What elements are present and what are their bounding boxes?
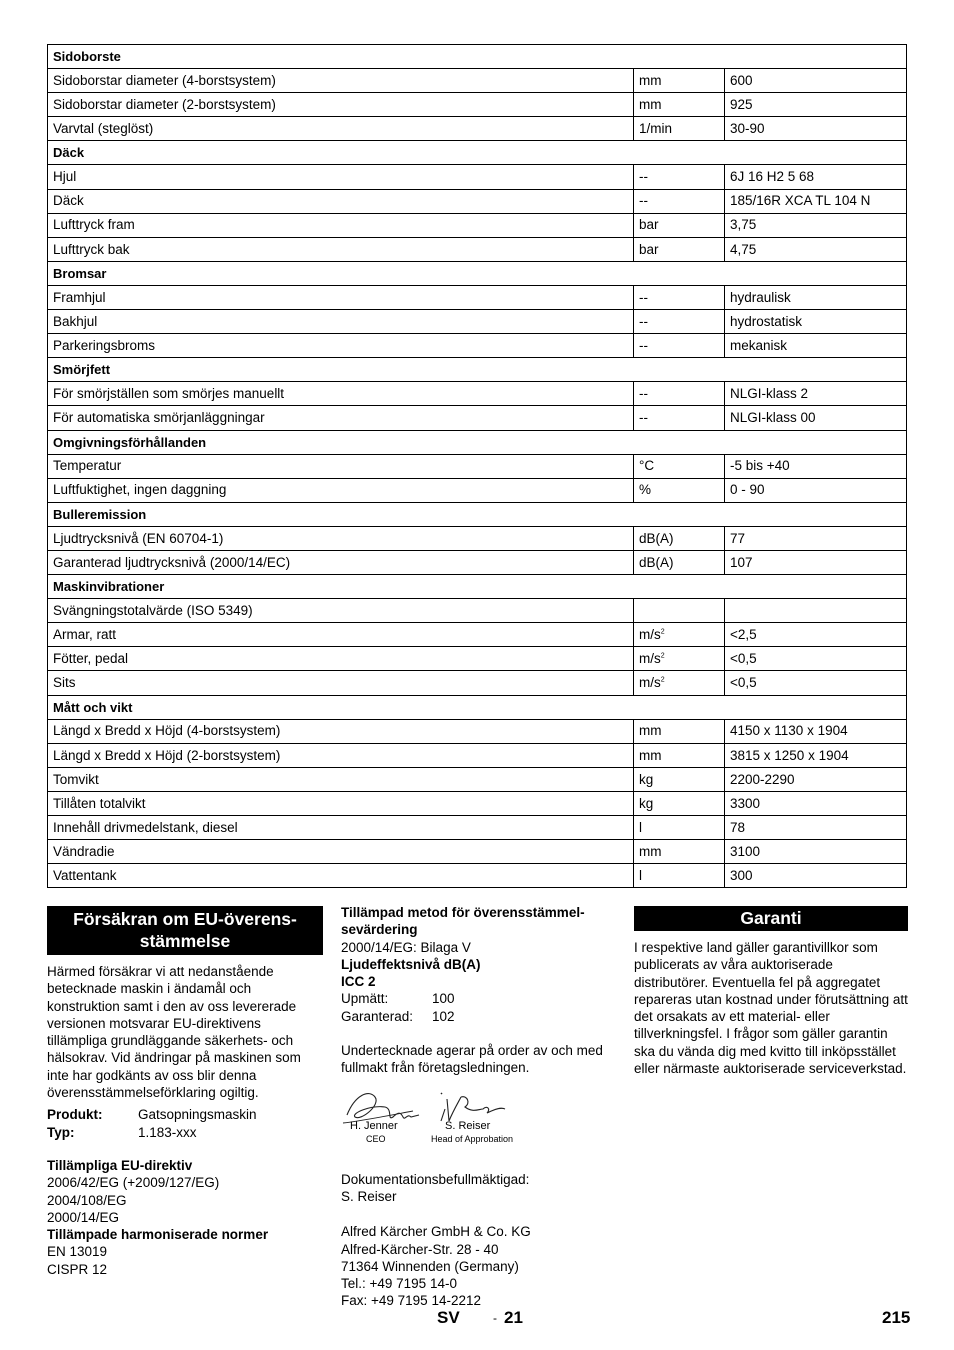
unit-cell: °C — [634, 454, 725, 478]
declaration-body: Härmed försäkrar vi att nedanstående betecknade maskin i ändamål och konstruktion samt i den av oss levererade versionen motsvarar EU-direktivens tillämpliga grundläggande säkerhets- och hälsokrav. Vid ändringar på maskinen som inte har godkänts av oss blir denna överensstämmelseförklaring ogiltig. — [47, 964, 301, 1101]
property-cell: Armar, ratt — [48, 623, 634, 647]
directive-item: 2006/42/EG (+2009/127/EG) — [47, 1175, 220, 1191]
value-cell: <0,5 — [725, 671, 907, 695]
footer-total-page-number: 215 — [882, 1308, 911, 1327]
property-cell: Varvtal (steglöst) — [48, 117, 634, 141]
section-title: Däck — [48, 141, 907, 165]
table-row — [48, 599, 907, 623]
unit-cell: -- — [634, 310, 725, 334]
declaration-column — [47, 904, 323, 1278]
table-row — [48, 285, 907, 309]
table-row — [48, 791, 907, 815]
value-cell: 3,75 — [725, 213, 907, 237]
product-row: Produkt: Gatsopningsmaskin — [47, 1107, 257, 1123]
unit-cell: mm — [634, 743, 725, 767]
warranty-body: I respektive land gäller garantivillkor som publicerats av våra auktoriserade distributörer. Eventuella fel på aggregatet repareras utan kostnad under förutsättning att det orsakats av ett material- eller tillverkningsfel. I frågor som gäller garantin ska du vända dig med kvitto till inköpsstället eller närmaste auktoriserade serviceverkstad. — [634, 940, 908, 1077]
value-cell: NLGI-klass 00 — [725, 406, 907, 430]
property-cell: Längd x Bredd x Höjd (4-borstsystem) — [48, 719, 634, 743]
section-title: Maskinvibrationer — [48, 575, 907, 599]
unit-cell: mm — [634, 93, 725, 117]
directives-heading: Tillämpliga EU-direktiv — [47, 1157, 193, 1173]
table-row — [48, 69, 907, 93]
value-cell: 30-90 — [725, 117, 907, 141]
table-row — [48, 334, 907, 358]
norm-item: EN 13019 — [47, 1244, 108, 1260]
value-cell: 107 — [725, 550, 907, 574]
signer2-title: Head of Approbation — [431, 1133, 514, 1144]
table-row — [48, 237, 907, 261]
section-header-row — [48, 430, 907, 454]
unit-cell: % — [634, 478, 725, 502]
section-title: Sidoborste — [48, 45, 907, 69]
unit-cell: -- — [634, 406, 725, 430]
value-cell: 78 — [725, 816, 907, 840]
method-value: 2000/14/EG: Bilaga V — [341, 939, 471, 955]
table-row — [48, 93, 907, 117]
unit-cell: dB(A) — [634, 550, 725, 574]
property-cell: Temperatur — [48, 454, 634, 478]
signer1-title: CEO — [366, 1133, 386, 1144]
property-cell: Vattentank — [48, 864, 634, 888]
table-row — [48, 767, 907, 791]
value-cell: hydrostatisk — [725, 310, 907, 334]
unit-cell: kg — [634, 767, 725, 791]
value-cell: 3300 — [725, 791, 907, 815]
doc-name: S. Reiser — [341, 1188, 397, 1204]
value-cell: 2200-2290 — [725, 767, 907, 791]
unit-cell: -- — [634, 334, 725, 358]
value-cell — [725, 599, 907, 623]
property-cell: Sidoborstar diameter (4-borstsystem) — [48, 69, 634, 93]
unit-cell: -- — [634, 382, 725, 406]
table-row — [48, 478, 907, 502]
property-cell: Tillåten totalvikt — [48, 791, 634, 815]
property-cell: Sits — [48, 671, 634, 695]
property-cell: Svängningstotalvärde (ISO 5349) — [48, 599, 634, 623]
icc-label: ICC 2 — [341, 974, 376, 990]
property-cell: Däck — [48, 189, 634, 213]
unit-cell: -- — [634, 189, 725, 213]
unit-cell: -- — [634, 285, 725, 309]
section-header-row — [48, 45, 907, 69]
section-header-row — [48, 502, 907, 526]
property-cell: Framhjul — [48, 285, 634, 309]
value-cell: mekanisk — [725, 334, 907, 358]
table-row — [48, 189, 907, 213]
value-cell: 0 - 90 — [725, 478, 907, 502]
value-cell: 3815 x 1250 x 1904 — [725, 743, 907, 767]
property-cell: Ljudtrycksnivå (EN 60704-1) — [48, 526, 634, 550]
method-heading: Tillämpad metod för överensstämmel- sevärdering — [341, 905, 585, 938]
value-cell: 600 — [725, 69, 907, 93]
unit-cell: mm — [634, 69, 725, 93]
value-cell: hydraulisk — [725, 285, 907, 309]
unit-cell: bar — [634, 213, 725, 237]
norm-item: CISPR 12 — [47, 1261, 108, 1277]
value-cell: 925 — [725, 93, 907, 117]
property-cell: Lufttryck fram — [48, 213, 634, 237]
table-row — [48, 454, 907, 478]
property-cell: Lufttryck bak — [48, 237, 634, 261]
warranty-column — [634, 904, 908, 1077]
value-cell: 4,75 — [725, 237, 907, 261]
table-row — [48, 816, 907, 840]
value-cell: 300 — [725, 864, 907, 888]
property-cell: Parkeringsbroms — [48, 334, 634, 358]
section-title: Omgivningsförhållanden — [48, 430, 907, 454]
property-cell: Vändradie — [48, 840, 634, 864]
property-cell: Innehåll drivmedelstank, diesel — [48, 816, 634, 840]
table-row — [48, 526, 907, 550]
method-column — [341, 904, 621, 1310]
unit-cell: $m/s^2$ — [634, 671, 725, 695]
property-cell: För automatiska smörjanläggningar — [48, 406, 634, 430]
table-row — [48, 406, 907, 430]
value-cell: <2,5 — [725, 623, 907, 647]
norms-heading: Tillämpade harmoniserade normer — [47, 1227, 269, 1243]
table-row — [48, 382, 907, 406]
table-row — [48, 864, 907, 888]
table-row — [48, 310, 907, 334]
footer-language: SV — [437, 1308, 460, 1327]
property-cell: Hjul — [48, 165, 634, 189]
value-cell: NLGI-klass 2 — [725, 382, 907, 406]
property-cell: Bakhjul — [48, 310, 634, 334]
table-row — [48, 117, 907, 141]
value-cell: 6J 16 H2 5 68 — [725, 165, 907, 189]
property-cell: Tomvikt — [48, 767, 634, 791]
value-cell: <0,5 — [725, 647, 907, 671]
type-row: Typ: 1.183-xxx — [47, 1124, 197, 1140]
value-cell: 3100 — [725, 840, 907, 864]
sound-heading: Ljudeffektsnivå dB(A) — [341, 956, 481, 972]
table-row — [48, 743, 907, 767]
value-cell: 77 — [725, 526, 907, 550]
directive-item: 2004/108/EG — [47, 1192, 127, 1208]
property-cell: Längd x Bredd x Höjd (2-borstsystem) — [48, 743, 634, 767]
unit-cell: l — [634, 864, 725, 888]
section-title: Smörjfett — [48, 358, 907, 382]
technical-data-table — [47, 44, 907, 888]
property-cell: För smörjställen som smörjes manuellt — [48, 382, 634, 406]
warranty-heading: Garanti — [634, 906, 908, 931]
signers-text: Undertecknade agerar på order av och med fullmakt från företagsledningen. — [341, 1043, 603, 1076]
value-cell: -5 bis +40 — [725, 454, 907, 478]
unit-cell: mm — [634, 840, 725, 864]
signer2-name: S. Reiser — [445, 1119, 491, 1132]
unit-cell: mm — [634, 719, 725, 743]
unit-cell: $m/s^2$ — [634, 647, 725, 671]
unit-cell: $m/s^2$ — [634, 623, 725, 647]
table-row — [48, 213, 907, 237]
unit-cell: -- — [634, 165, 725, 189]
footer-dash: - — [493, 1311, 497, 1325]
section-header-row — [48, 695, 907, 719]
section-header-row — [48, 141, 907, 165]
section-header-row — [48, 261, 907, 285]
section-header-row — [48, 358, 907, 382]
signatures — [341, 1087, 621, 1151]
table-row — [48, 671, 907, 695]
table-row — [48, 719, 907, 743]
declaration-heading: Försäkran om EU-överens- stämmelse — [47, 906, 323, 955]
section-header-row — [48, 575, 907, 599]
table-row — [48, 840, 907, 864]
signer1-name: H. Jenner — [350, 1119, 398, 1132]
unit-cell: dB(A) — [634, 526, 725, 550]
value-cell: 4150 x 1130 x 1904 — [725, 719, 907, 743]
section-title: Bulleremission — [48, 502, 907, 526]
property-cell: Luftfuktighet, ingen daggning — [48, 478, 634, 502]
table-row — [48, 165, 907, 189]
table-row — [48, 647, 907, 671]
doc-label: Dokumentationsbefullmäktigad: — [341, 1171, 530, 1187]
directive-item: 2000/14/EG — [47, 1209, 120, 1225]
footer-page-number: 21 — [504, 1308, 523, 1327]
section-title: Mått och vikt — [48, 695, 907, 719]
unit-cell: bar — [634, 237, 725, 261]
unit-cell: l — [634, 816, 725, 840]
property-cell: Fötter, pedal — [48, 647, 634, 671]
company-address: Alfred Kärcher GmbH & Co. KG Alfred-Kärcher-Str. 28 - 40 71364 Winnenden (Germany) Tel.: +49 7195 14-0 Fax: +49 7195 14-2212 — [341, 1224, 531, 1309]
property-cell: Garanterad ljudtrycksnivå (2000/14/EC) — [48, 550, 634, 574]
guaranteed-row: Garanterad: 102 — [341, 1008, 455, 1024]
table-row — [48, 623, 907, 647]
unit-cell — [634, 599, 725, 623]
measured-row: Upmätt: 100 — [341, 991, 455, 1007]
unit-cell: 1/min — [634, 117, 725, 141]
property-cell: Sidoborstar diameter (2-borstsystem) — [48, 93, 634, 117]
table-row — [48, 550, 907, 574]
unit-cell: kg — [634, 791, 725, 815]
section-title: Bromsar — [48, 261, 907, 285]
value-cell: 185/16R XCA TL 104 N — [725, 189, 907, 213]
